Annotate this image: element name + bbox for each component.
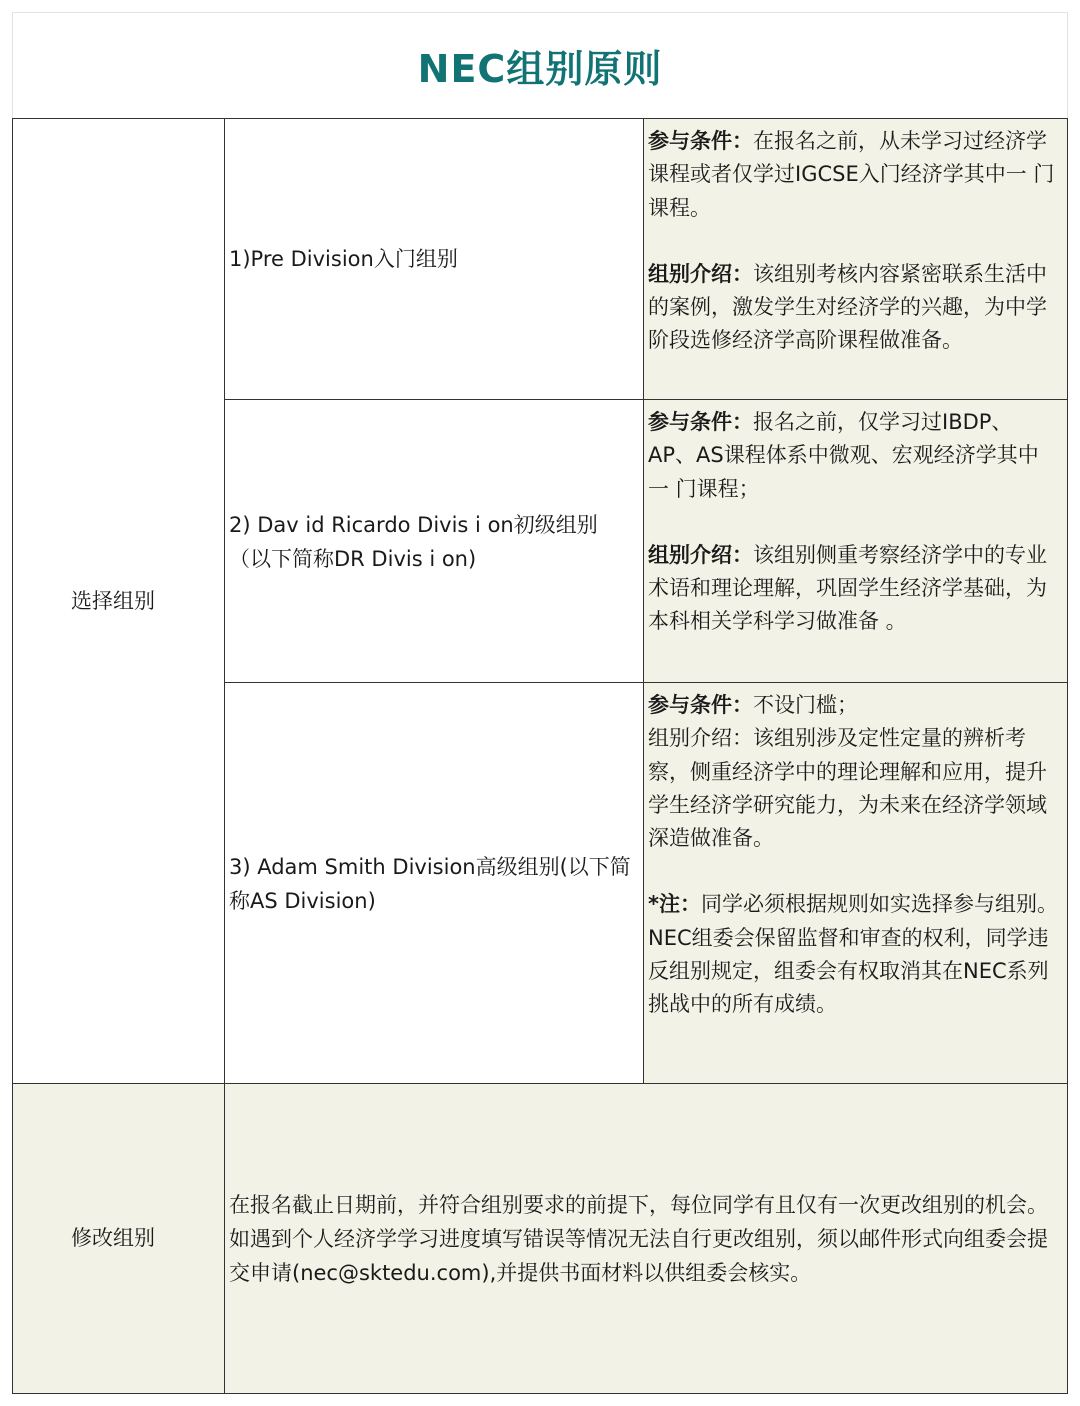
division-name-text: 2) Dav id Ricardo Divis i on初级组别（以下简称DR Divis i on) — [229, 512, 598, 571]
intro-label: 组别介绍： — [648, 542, 753, 567]
intro-paragraph — [648, 539, 1059, 639]
select-division-label-text: 选择组别 — [71, 589, 155, 613]
page-title: NEC组别原则 — [417, 47, 663, 91]
intro-text: 该组别考核内容紧密联系生活中的案例，激发学生对经济学的兴趣，为中学阶段选修经济学高阶课程做准备。 — [648, 261, 1047, 353]
division-name-as — [224, 682, 645, 1085]
note-paragraph — [648, 888, 1059, 1021]
intro-paragraph — [648, 722, 1059, 855]
condition-paragraph — [648, 406, 1059, 506]
division-name-text: 3) Adam Smith Division高级组别(以下简称AS Division) — [229, 854, 631, 913]
title-box — [12, 12, 1068, 118]
condition-label: 参与条件： — [648, 410, 753, 434]
select-division-label — [12, 118, 226, 1085]
modify-division-label — [12, 1083, 226, 1394]
division-name-text: 1)Pre Division入门组别 — [229, 247, 458, 271]
condition-paragraph — [648, 689, 1059, 722]
note-text: 同学必须根据规则如实选择参与组别。NEC组委会保留监督和审查的权利，同学违反组别规定，组委会有权取消其在NEC系列挑战中的所有成绩。 — [648, 892, 1058, 1017]
modify-division-label-text: 修改组别 — [71, 1226, 155, 1250]
division-desc-pre — [643, 118, 1068, 400]
intro-text: 该组别侧重考察经济学中的专业术语和理论理解，巩固学生经济学基础，为本科相关学科学习做准备 。 — [648, 542, 1047, 634]
condition-text: 不设门槛； — [753, 693, 858, 717]
intro-text: 组别介绍：该组别涉及定性定量的辨析考察，侧重经济学中的理论理解和应用，提升学生经济学研究能力，为未来在经济学领域深造做准备。 — [648, 726, 1047, 851]
note-label: *注： — [648, 892, 701, 917]
intro-label: 组别介绍： — [648, 261, 753, 286]
modify-division-text: 在报名截止日期前，并符合组别要求的前提下，每位同学有且仅有一次更改组别的机会。如遇到个人经济学学习进度填写错误等情况无法自行更改组别，须以邮件形式向组委会提交申请(nec@sktedu.com),并提供书面材料以供组委会核实。 — [229, 1192, 1048, 1285]
division-name-dr — [224, 399, 645, 684]
division-desc-as — [643, 682, 1068, 1085]
modify-division-desc — [224, 1083, 1068, 1394]
condition-label: 参与条件： — [648, 129, 753, 153]
division-desc-dr — [643, 399, 1068, 684]
condition-text: 在报名之前，从未学习过经济学课程或者仅学过IGCSE入门经济学其中一 门课程。 — [648, 129, 1055, 220]
intro-paragraph — [648, 258, 1059, 358]
condition-paragraph — [648, 125, 1059, 225]
division-name-pre — [224, 118, 645, 400]
condition-label: 参与条件： — [648, 693, 753, 717]
condition-text: 报名之前，仅学习过IBDP、AP、AS课程体系中微观、宏观经济学其中一 门课程； — [648, 410, 1039, 501]
